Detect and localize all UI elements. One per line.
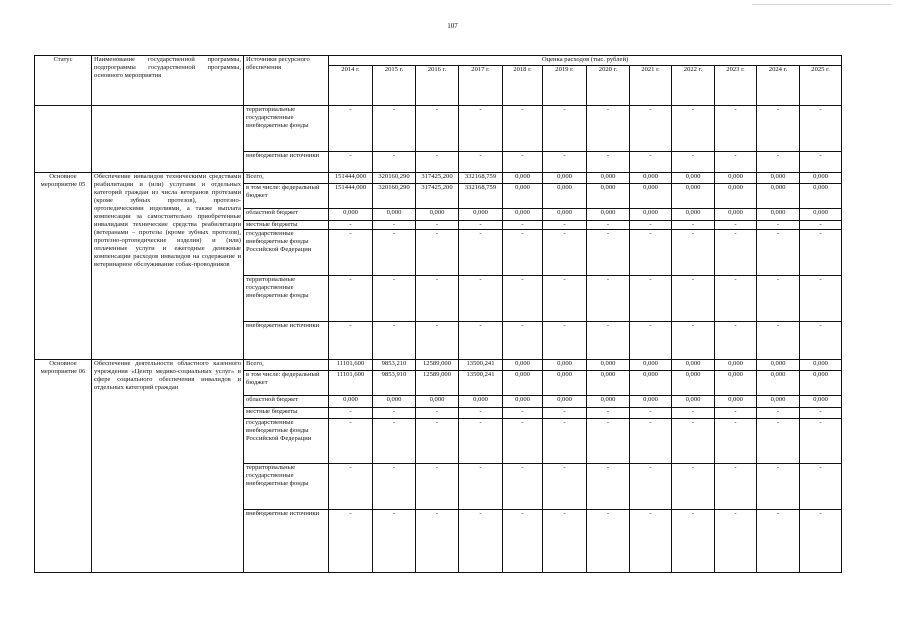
value-cell: - xyxy=(715,276,757,322)
value-cell: - xyxy=(630,230,672,276)
value-cell: - xyxy=(715,510,757,573)
value-cell: 0,000 xyxy=(416,396,459,408)
value-cell: - xyxy=(630,418,672,464)
value-cell: - xyxy=(757,321,800,359)
value-cell: 13500,241 xyxy=(459,370,503,396)
value-cell: - xyxy=(672,230,715,276)
value-cell: - xyxy=(503,321,543,359)
block0-name xyxy=(92,106,244,173)
value-cell: - xyxy=(459,321,503,359)
value-cell: 0,000 xyxy=(373,396,416,408)
value-cell: 0,000 xyxy=(800,360,842,371)
value-cell: - xyxy=(459,151,503,172)
value-cell: - xyxy=(757,408,800,419)
value-cell: - xyxy=(757,276,800,322)
source-label: областной бюджет xyxy=(244,396,329,408)
source-label: Всего, xyxy=(244,360,329,371)
value-cell: 0,000 xyxy=(543,209,587,221)
value-cell: 12589,000 xyxy=(416,360,459,371)
value-cell: - xyxy=(757,220,800,230)
value-cell: - xyxy=(373,230,416,276)
value-cell: - xyxy=(800,151,842,172)
value-cell: - xyxy=(587,276,630,322)
value-cell: - xyxy=(503,408,543,419)
value-cell: - xyxy=(503,276,543,322)
value-cell: - xyxy=(630,220,672,230)
value-cell: 0,000 xyxy=(757,183,800,209)
value-cell: - xyxy=(373,510,416,573)
value-cell: 0,000 xyxy=(373,209,416,221)
value-cell: - xyxy=(543,106,587,152)
value-cell: 0,000 xyxy=(630,396,672,408)
value-cell: - xyxy=(329,510,373,573)
value-cell: 0,000 xyxy=(672,396,715,408)
value-cell: 0,000 xyxy=(543,370,587,396)
value-cell: 0,000 xyxy=(757,173,800,184)
value-cell: 0,000 xyxy=(587,370,630,396)
value-cell: - xyxy=(503,418,543,464)
value-cell: - xyxy=(503,106,543,152)
value-cell: - xyxy=(587,408,630,419)
value-cell: - xyxy=(630,408,672,419)
value-cell: 12589,000 xyxy=(416,370,459,396)
value-cell: - xyxy=(715,151,757,172)
value-cell: - xyxy=(800,276,842,322)
value-cell: - xyxy=(630,106,672,152)
value-cell: 320160,290 xyxy=(373,173,416,184)
year-header-1: 2015 г. xyxy=(373,65,416,105)
block2-status: Основное мероприятие 06 xyxy=(35,360,92,573)
value-cell: - xyxy=(459,510,503,573)
value-cell: 0,000 xyxy=(329,396,373,408)
value-cell: 0,000 xyxy=(630,360,672,371)
year-header-2: 2016 г. xyxy=(416,65,459,105)
source-label: в том числе: федеральный бюджет xyxy=(244,183,329,209)
value-cell: - xyxy=(543,321,587,359)
source-label: государственные внебюджетные фонды Российской Федерации xyxy=(244,418,329,464)
value-cell: - xyxy=(503,510,543,573)
source-label: территориальные государственные внебюджетные фонды xyxy=(244,276,329,322)
source-label: внебюджетные источники xyxy=(244,151,329,172)
value-cell: - xyxy=(503,230,543,276)
value-cell: - xyxy=(672,321,715,359)
value-cell: - xyxy=(416,151,459,172)
value-cell: 0,000 xyxy=(715,209,757,221)
value-cell: - xyxy=(329,276,373,322)
value-cell: 0,000 xyxy=(543,360,587,371)
value-cell: - xyxy=(800,464,842,510)
value-cell: - xyxy=(672,151,715,172)
value-cell: - xyxy=(672,276,715,322)
value-cell: - xyxy=(630,464,672,510)
top-edge-rule xyxy=(752,4,892,5)
value-cell: - xyxy=(373,151,416,172)
value-cell: - xyxy=(587,418,630,464)
value-cell: - xyxy=(416,220,459,230)
header-name: Наименование государственной программы, подпрограммы государственной программы, основного мероприятия xyxy=(92,56,244,106)
value-cell: - xyxy=(543,464,587,510)
value-cell: - xyxy=(800,510,842,573)
value-cell: - xyxy=(630,276,672,322)
value-cell: - xyxy=(329,151,373,172)
value-cell: - xyxy=(373,276,416,322)
value-cell: 0,000 xyxy=(800,370,842,396)
value-cell: - xyxy=(715,106,757,152)
value-cell: - xyxy=(373,106,416,152)
source-label: территориальные государственные внебюджетные фонды xyxy=(244,106,329,152)
value-cell: 0,000 xyxy=(715,370,757,396)
value-cell: - xyxy=(715,230,757,276)
value-cell: 0,000 xyxy=(503,370,543,396)
value-cell: - xyxy=(416,510,459,573)
value-cell: 0,000 xyxy=(672,173,715,184)
value-cell: - xyxy=(630,321,672,359)
year-header-0: 2014 г. xyxy=(329,65,373,105)
value-cell: - xyxy=(543,418,587,464)
value-cell: - xyxy=(587,230,630,276)
value-cell: 0,000 xyxy=(543,396,587,408)
block1-name: Обеспечение инвалидов техническими средствами реабилитации и (или) услугами и отдельных категорий граждан из числа ветеранов протезами (кроме зубных протезов), протезно-ортопедическими изделиями, а также выплата компенсации за самостоятельно приобретенные инвалидами технические средства реабилитации (ветеранами – протезы (кроме зубных протезов), протезно-ортопедические изделия) и (или) оплаченные услуги и ежегодные денежные компенсации расходов инвалидов на содержание и ветеринарное обслуживание собак-проводников xyxy=(92,173,244,360)
block1-status: Основное мероприятие 05 xyxy=(35,173,92,360)
value-cell: - xyxy=(329,230,373,276)
value-cell: - xyxy=(329,418,373,464)
value-cell: 0,000 xyxy=(630,370,672,396)
value-cell: 332168,759 xyxy=(459,173,503,184)
block1-row-0 xyxy=(35,173,842,184)
value-cell: - xyxy=(503,220,543,230)
value-cell: - xyxy=(757,230,800,276)
value-cell: - xyxy=(757,510,800,573)
value-cell: - xyxy=(800,418,842,464)
value-cell: 317425,200 xyxy=(416,173,459,184)
value-cell: 11101,600 xyxy=(329,360,373,371)
year-header-6: 2020 г. xyxy=(587,65,630,105)
value-cell: - xyxy=(587,510,630,573)
year-header-4: 2018 г. xyxy=(503,65,543,105)
value-cell: 0,000 xyxy=(503,360,543,371)
value-cell: - xyxy=(416,276,459,322)
value-cell: - xyxy=(543,151,587,172)
value-cell: - xyxy=(416,408,459,419)
value-cell: - xyxy=(715,464,757,510)
value-cell: - xyxy=(715,220,757,230)
source-label: местные бюджеты xyxy=(244,220,329,230)
value-cell: 0,000 xyxy=(587,183,630,209)
value-cell: 0,000 xyxy=(800,173,842,184)
value-cell: 0,000 xyxy=(587,173,630,184)
value-cell: - xyxy=(543,220,587,230)
value-cell: - xyxy=(757,151,800,172)
value-cell: 0,000 xyxy=(672,360,715,371)
year-header-5: 2019 г. xyxy=(543,65,587,105)
value-cell: - xyxy=(800,106,842,152)
value-cell: 317425,200 xyxy=(416,183,459,209)
value-cell: - xyxy=(543,276,587,322)
value-cell: 0,000 xyxy=(630,209,672,221)
value-cell: - xyxy=(757,418,800,464)
value-cell: - xyxy=(800,408,842,419)
value-cell: 0,000 xyxy=(672,209,715,221)
value-cell: - xyxy=(672,418,715,464)
year-header-8: 2022 г. xyxy=(672,65,715,105)
value-cell: 0,000 xyxy=(503,396,543,408)
value-cell: 0,000 xyxy=(757,396,800,408)
source-label: государственные внебюджетные фонды Российской Федерации xyxy=(244,230,329,276)
value-cell: 0,000 xyxy=(459,396,503,408)
value-cell: - xyxy=(373,321,416,359)
value-cell: - xyxy=(329,220,373,230)
year-header-7: 2021 г. xyxy=(630,65,672,105)
year-header-9: 2023 г. xyxy=(715,65,757,105)
block2-row-0 xyxy=(35,360,842,371)
value-cell: 0,000 xyxy=(587,209,630,221)
source-label: внебюджетные источники xyxy=(244,321,329,359)
value-cell: - xyxy=(416,418,459,464)
value-cell: - xyxy=(672,464,715,510)
value-cell: - xyxy=(800,230,842,276)
value-cell: - xyxy=(503,151,543,172)
source-label: внебюджетные источники xyxy=(244,510,329,573)
value-cell: 0,000 xyxy=(757,370,800,396)
value-cell: 0,000 xyxy=(459,209,503,221)
value-cell: 0,000 xyxy=(800,396,842,408)
expenditure-table xyxy=(34,55,842,573)
source-label: Всего, xyxy=(244,173,329,184)
value-cell: - xyxy=(459,276,503,322)
value-cell: - xyxy=(329,321,373,359)
value-cell: - xyxy=(672,510,715,573)
value-cell: - xyxy=(543,408,587,419)
source-label: областной бюджет xyxy=(244,209,329,221)
value-cell: - xyxy=(715,321,757,359)
value-cell: - xyxy=(715,408,757,419)
source-label: местные бюджеты xyxy=(244,408,329,419)
value-cell: - xyxy=(416,106,459,152)
year-header-11: 2025 г. xyxy=(800,65,842,105)
value-cell: 13500,241 xyxy=(459,360,503,371)
value-cell: 0,000 xyxy=(503,209,543,221)
value-cell: - xyxy=(672,408,715,419)
value-cell: - xyxy=(329,106,373,152)
value-cell: - xyxy=(373,220,416,230)
value-cell: - xyxy=(373,408,416,419)
page-number: 107 xyxy=(447,22,458,30)
year-header-3: 2017 г. xyxy=(459,65,503,105)
value-cell: - xyxy=(715,418,757,464)
value-cell: 0,000 xyxy=(672,370,715,396)
value-cell: 0,000 xyxy=(587,360,630,371)
value-cell: - xyxy=(672,106,715,152)
block0-row-0 xyxy=(35,106,842,152)
value-cell: 0,000 xyxy=(800,183,842,209)
value-cell: 0,000 xyxy=(672,183,715,209)
value-cell: 0,000 xyxy=(800,209,842,221)
value-cell: 0,000 xyxy=(503,173,543,184)
value-cell: - xyxy=(416,321,459,359)
header-estimate: Оценка расходов (тыс. рублей) xyxy=(329,56,842,66)
header-status: Статус xyxy=(35,56,92,106)
value-cell: - xyxy=(459,464,503,510)
value-cell: 0,000 xyxy=(715,183,757,209)
value-cell: 0,000 xyxy=(757,209,800,221)
value-cell: 0,000 xyxy=(715,173,757,184)
header-sources: Источники ресурсного обеспечения xyxy=(244,56,329,106)
value-cell: 0,000 xyxy=(416,209,459,221)
value-cell: 0,000 xyxy=(630,183,672,209)
value-cell: 151444,000 xyxy=(329,183,373,209)
value-cell: - xyxy=(587,106,630,152)
value-cell: - xyxy=(757,106,800,152)
value-cell: 0,000 xyxy=(715,396,757,408)
value-cell: - xyxy=(329,464,373,510)
value-cell: - xyxy=(459,230,503,276)
value-cell: - xyxy=(672,220,715,230)
block2-name: Обеспечение деятельности областного казенного учреждения «Центр медико-социальных услуг» в сфере социального обеспечения инвалидов и отдельных категорий граждан xyxy=(92,360,244,573)
value-cell: - xyxy=(587,321,630,359)
value-cell: 151444,000 xyxy=(329,173,373,184)
value-cell: 0,000 xyxy=(329,209,373,221)
value-cell: - xyxy=(630,151,672,172)
value-cell: 332168,759 xyxy=(459,183,503,209)
value-cell: - xyxy=(630,510,672,573)
value-cell: - xyxy=(416,464,459,510)
value-cell: - xyxy=(800,220,842,230)
value-cell: - xyxy=(543,510,587,573)
value-cell: 0,000 xyxy=(543,183,587,209)
value-cell: - xyxy=(757,464,800,510)
value-cell: 0,000 xyxy=(757,360,800,371)
value-cell: 320160,290 xyxy=(373,183,416,209)
value-cell: - xyxy=(459,220,503,230)
value-cell: - xyxy=(459,408,503,419)
value-cell: - xyxy=(587,464,630,510)
value-cell: 0,000 xyxy=(630,173,672,184)
value-cell: 9853,910 xyxy=(373,370,416,396)
value-cell: - xyxy=(459,106,503,152)
value-cell: - xyxy=(459,418,503,464)
value-cell: 0,000 xyxy=(587,396,630,408)
value-cell: - xyxy=(800,321,842,359)
source-label: территориальные государственные внебюджетные фонды xyxy=(244,464,329,510)
value-cell: 0,000 xyxy=(715,360,757,371)
value-cell: 0,000 xyxy=(543,173,587,184)
value-cell: - xyxy=(373,418,416,464)
source-label: в том числе: федеральный бюджет xyxy=(244,370,329,396)
value-cell: - xyxy=(543,230,587,276)
block0-status xyxy=(35,106,92,173)
value-cell: - xyxy=(587,220,630,230)
value-cell: - xyxy=(503,464,543,510)
value-cell: - xyxy=(587,151,630,172)
year-header-10: 2024 г. xyxy=(757,65,800,105)
header-row-top xyxy=(35,56,842,66)
value-cell: - xyxy=(416,230,459,276)
value-cell: 0,000 xyxy=(503,183,543,209)
value-cell: 11101,600 xyxy=(329,370,373,396)
value-cell: 9853,210 xyxy=(373,360,416,371)
value-cell: - xyxy=(373,464,416,510)
value-cell: - xyxy=(329,408,373,419)
